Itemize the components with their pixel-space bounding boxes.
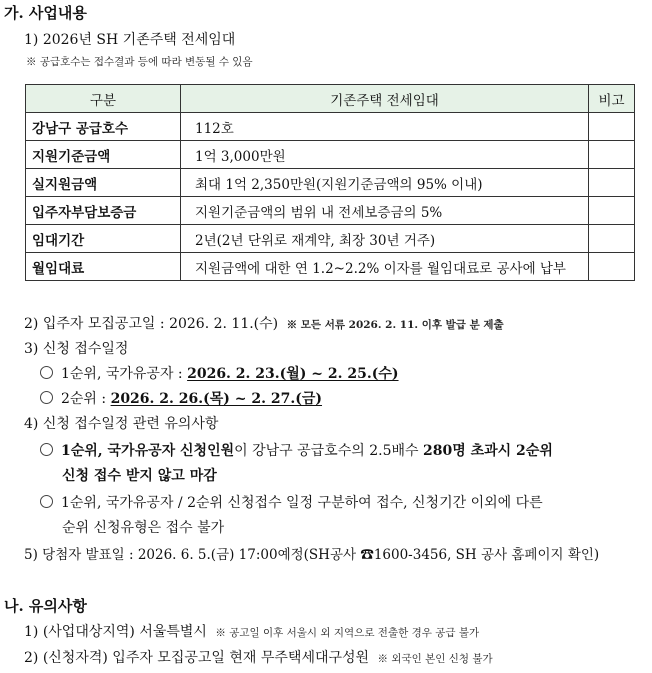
section-b-item2-text: 2) (신청자격) 입주자 모집공고일 현재 무주택세대구성원	[24, 650, 370, 666]
row-remark	[589, 113, 635, 141]
row-label: 실지원금액	[26, 169, 181, 197]
bullet1-bold1: 1순위, 국가유공자 신청인원	[61, 443, 235, 459]
table-header-content: 기존주택 전세임대	[181, 85, 589, 113]
housing-info-table	[25, 84, 635, 281]
item4-bullet2-line2: 순위 신청유형은 접수 불가	[62, 520, 225, 536]
table-row	[26, 197, 635, 225]
row-value: 2년(2년 단위로 재계약, 최장 30년 거주)	[181, 225, 589, 253]
table-header-row	[26, 85, 635, 113]
section-b-item1-text: 1) (사업대상지역) 서울특별시	[24, 624, 207, 640]
item2-line	[24, 313, 504, 333]
section-b-item1-note: ※ 공고일 이후 서울시 외 지역으로 전출한 경우 공급 불가	[215, 627, 480, 639]
row-label: 입주자부담보증금	[26, 197, 181, 225]
row-remark	[589, 169, 635, 197]
schedule-label: 1순위, 국가유공자 :	[61, 366, 188, 382]
row-remark	[589, 141, 635, 169]
table-row	[26, 169, 635, 197]
item2-note: ※ 모든 서류 2026. 2. 11. 이후 발급 분 제출	[286, 319, 504, 331]
table-header-category: 구분	[26, 85, 181, 113]
item2-text: 2) 입주자 모집공고일 : 2026. 2. 11.(수)	[24, 316, 279, 332]
schedule-row-2	[40, 388, 322, 408]
row-value: 지원금액에 대한 연 1.2~2.2% 이자를 월임대료로 공사에 납부	[181, 253, 589, 281]
row-remark	[589, 197, 635, 225]
item1-note: ※ 공급호수는 접수결과 등에 따라 변동될 수 있음	[26, 56, 253, 68]
row-value: 1억 3,000만원	[181, 141, 589, 169]
item3-heading: 3) 신청 접수일정	[24, 341, 129, 357]
circle-bullet-icon	[40, 443, 53, 456]
table-header-remark: 비고	[589, 85, 635, 113]
section-b-item2-note: ※ 외국인 본인 신청 불가	[377, 653, 493, 665]
section-a-title: 가. 사업내용	[4, 4, 87, 22]
item4-bullet1-line1	[40, 440, 553, 460]
table-row	[26, 113, 635, 141]
row-label: 지원기준금액	[26, 141, 181, 169]
row-label: 임대기간	[26, 225, 181, 253]
row-label: 월임대료	[26, 253, 181, 281]
table-row	[26, 253, 635, 281]
item5-line: 5) 당첨자 발표일 : 2026. 6. 5.(금) 17:00예정(SH공사 ☎1600-3456, SH 공사 홈페이지 확인)	[24, 547, 600, 563]
schedule-date: 2026. 2. 26.(목) ~ 2. 27.(금)	[110, 391, 323, 407]
circle-bullet-icon	[40, 391, 53, 404]
row-value: 지원기준금액의 범위 내 전세보증금의 5%	[181, 197, 589, 225]
item1-heading: 1) 2026년 SH 기존주택 전세임대	[24, 32, 236, 48]
table-row	[26, 141, 635, 169]
schedule-row-1	[40, 363, 399, 383]
table-row	[26, 225, 635, 253]
section-b-item2	[24, 647, 493, 667]
row-label: 강남구 공급호수	[26, 113, 181, 141]
row-value: 112호	[181, 113, 589, 141]
bullet2-line1: 1순위, 국가유공자 / 2순위 신청접수 일정 구분하여 접수, 신청기간 이외에 다른	[61, 495, 543, 511]
item4-bullet1-line2: 신청 접수 받지 않고 마감	[62, 468, 217, 484]
row-remark	[589, 225, 635, 253]
row-value: 최대 1억 2,350만원(지원기준금액의 95% 이내)	[181, 169, 589, 197]
bullet1-mid: 이 강남구 공급호수의 2.5배수	[234, 443, 423, 459]
row-remark	[589, 253, 635, 281]
schedule-label: 2순위 :	[61, 391, 111, 407]
section-b-item1	[24, 621, 479, 641]
circle-bullet-icon	[40, 495, 53, 508]
item4-bullet2-line1	[40, 492, 543, 512]
bullet1-bold2: 280명 초과시 2순위	[422, 443, 553, 459]
circle-bullet-icon	[40, 366, 53, 379]
item4-heading: 4) 신청 접수일정 관련 유의사항	[24, 416, 219, 432]
schedule-date: 2026. 2. 23.(월) ~ 2. 25.(수)	[187, 366, 399, 382]
section-b-title: 나. 유의사항	[4, 597, 87, 615]
